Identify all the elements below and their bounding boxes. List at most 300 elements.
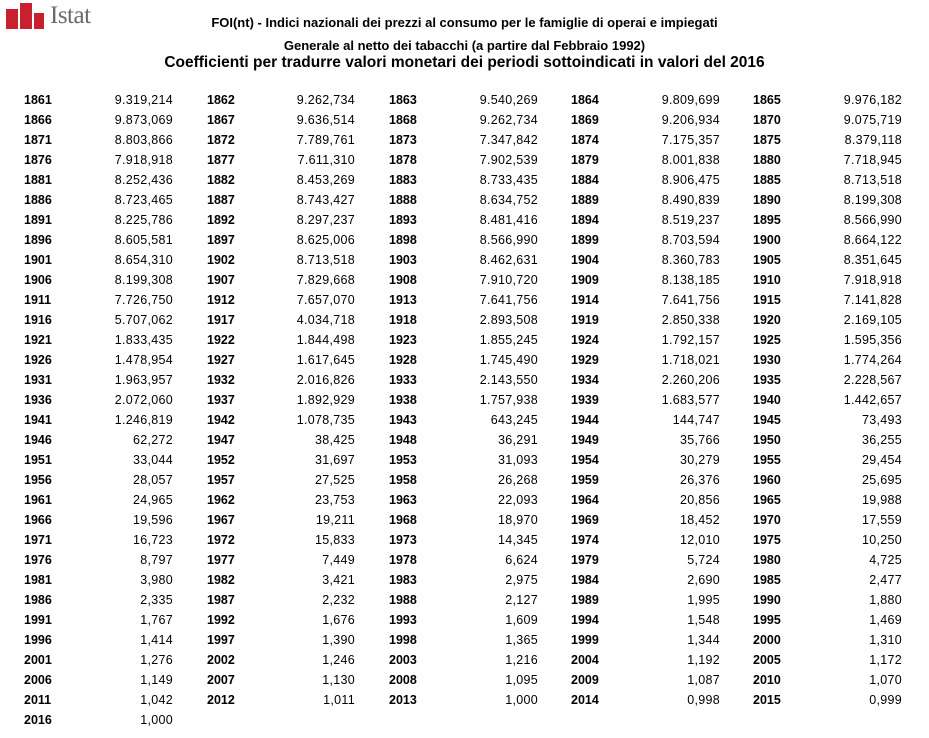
table-row [0,210,929,230]
coefficient-value: 8.566,990 [479,233,538,247]
coefficient-value: 7.347,842 [479,133,538,147]
year-label: 1983 [389,573,417,587]
year-label: 1915 [753,293,781,307]
year-label: 1966 [24,513,52,527]
coefficient-value: 8.453,269 [296,173,355,187]
coefficient-value: 7.718,945 [843,153,902,167]
coefficient-value: 8.906,475 [661,173,720,187]
coefficient-value: 2,335 [140,593,173,607]
year-label: 1898 [389,233,417,247]
year-label: 1901 [24,253,52,267]
coefficient-value: 0,998 [687,693,720,707]
coefficient-value: 9.262,734 [479,113,538,127]
coefficient-value: 1.683,577 [661,393,720,407]
coefficient-value: 15,833 [314,533,355,547]
year-label: 2015 [753,693,781,707]
year-label: 1960 [753,473,781,487]
year-label: 1957 [207,473,235,487]
year-label: 1977 [207,553,235,567]
year-label: 1866 [24,113,52,127]
year-label: 1903 [389,253,417,267]
year-label: 1955 [753,453,781,467]
coefficient-value: 1,246 [322,653,355,667]
year-label: 1998 [389,633,417,647]
coefficient-value: 8.519,237 [661,213,720,227]
year-label: 2002 [207,653,235,667]
year-label: 1972 [207,533,235,547]
year-label: 1992 [207,613,235,627]
year-label: 1877 [207,153,235,167]
coefficient-value: 1,676 [322,613,355,627]
coefficient-value: 8.713,518 [843,173,902,187]
table-row [0,250,929,270]
year-label: 1954 [571,453,599,467]
coefficient-value: 1,172 [869,653,902,667]
coefficient-value: 7.789,761 [296,133,355,147]
coefficient-value: 2,232 [322,593,355,607]
year-label: 2009 [571,673,599,687]
table-row [0,630,929,650]
coefficient-value: 1,995 [687,593,720,607]
year-label: 1930 [753,353,781,367]
year-label: 1947 [207,433,235,447]
year-label: 1935 [753,373,781,387]
coefficient-value: 17,559 [861,513,902,527]
year-label: 1878 [389,153,417,167]
year-label: 1908 [389,273,417,287]
coefficient-value: 9.809,699 [661,93,720,107]
coefficient-value: 31,093 [497,453,538,467]
coefficient-value: 8.625,006 [296,233,355,247]
table-row [0,150,929,170]
coefficient-value: 7.141,828 [843,293,902,307]
year-label: 1931 [24,373,52,387]
coefficient-value: 7,449 [322,553,355,567]
coefficient-value: 1.078,735 [296,413,355,427]
coefficient-value: 8.723,465 [114,193,173,207]
year-label: 1990 [753,593,781,607]
coefficient-value: 4.034,718 [296,313,355,327]
year-label: 1971 [24,533,52,547]
year-label: 1928 [389,353,417,367]
coefficients-table [0,90,929,730]
year-label: 1948 [389,433,417,447]
coefficient-value: 1.246,819 [114,413,173,427]
coefficient-value: 1.963,957 [114,373,173,387]
coefficient-value: 1.745,490 [479,353,538,367]
coefficient-value: 1,149 [140,673,173,687]
year-label: 1895 [753,213,781,227]
year-label: 1864 [571,93,599,107]
year-label: 1875 [753,133,781,147]
coefficient-value: 8.703,594 [661,233,720,247]
coefficient-value: 1.757,938 [479,393,538,407]
coefficient-value: 7.918,918 [114,153,173,167]
year-label: 1995 [753,613,781,627]
coefficient-value: 2,690 [687,573,720,587]
year-label: 1933 [389,373,417,387]
year-label: 1874 [571,133,599,147]
coefficient-value: 8.654,310 [114,253,173,267]
year-label: 1978 [389,553,417,567]
year-label: 1879 [571,153,599,167]
coefficient-value: 643,245 [490,413,538,427]
table-row [0,510,929,530]
coefficient-value: 7.641,756 [479,293,538,307]
coefficient-value: 7.657,070 [296,293,355,307]
year-label: 1976 [24,553,52,567]
year-label: 1920 [753,313,781,327]
year-label: 1906 [24,273,52,287]
year-label: 1912 [207,293,235,307]
year-label: 1909 [571,273,599,287]
coefficient-value: 2.260,206 [661,373,720,387]
year-label: 1893 [389,213,417,227]
year-label: 1889 [571,193,599,207]
year-label: 1924 [571,333,599,347]
coefficient-value: 1.892,929 [296,393,355,407]
coefficient-value: 1,000 [505,693,538,707]
year-label: 1861 [24,93,52,107]
year-label: 1881 [24,173,52,187]
coefficient-value: 38,425 [314,433,355,447]
table-row [0,330,929,350]
year-label: 1872 [207,133,235,147]
coefficient-value: 3,421 [322,573,355,587]
table-row [0,550,929,570]
year-label: 1902 [207,253,235,267]
year-label: 1890 [753,193,781,207]
year-label: 1873 [389,133,417,147]
year-label: 1934 [571,373,599,387]
table-row [0,190,929,210]
coefficient-value: 7.175,357 [661,133,720,147]
year-label: 2008 [389,673,417,687]
coefficient-value: 8.225,786 [114,213,173,227]
table-row [0,690,929,710]
year-label: 2004 [571,653,599,667]
year-label: 1993 [389,613,417,627]
year-label: 1968 [389,513,417,527]
year-label: 1982 [207,573,235,587]
coefficient-value: 31,697 [314,453,355,467]
year-label: 1927 [207,353,235,367]
coefficient-value: 33,044 [132,453,173,467]
coefficient-value: 25,695 [861,473,902,487]
coefficient-value: 1,310 [869,633,902,647]
coefficient-value: 7.910,720 [479,273,538,287]
year-label: 1964 [571,493,599,507]
coefficient-value: 8.297,237 [296,213,355,227]
year-label: 1883 [389,173,417,187]
year-label: 1965 [753,493,781,507]
coefficient-value: 2,477 [869,573,902,587]
year-label: 1876 [24,153,52,167]
year-label: 1951 [24,453,52,467]
table-row [0,370,929,390]
year-label: 1961 [24,493,52,507]
year-label: 1886 [24,193,52,207]
year-label: 1953 [389,453,417,467]
coefficient-value: 8.490,839 [661,193,720,207]
coefficient-value: 14,345 [497,533,538,547]
coefficient-value: 1,344 [687,633,720,647]
coefficient-value: 29,454 [861,453,902,467]
year-label: 1894 [571,213,599,227]
page-title: FOI(nt) - Indici nazionali dei prezzi al consumo per le famiglie di operai e impiegati [211,15,718,30]
coefficient-value: 1,095 [505,673,538,687]
year-label: 1923 [389,333,417,347]
coefficient-value: 2.228,567 [843,373,902,387]
coefficient-value: 18,452 [679,513,720,527]
year-label: 1959 [571,473,599,487]
year-label: 1936 [24,393,52,407]
coefficient-value: 9.262,734 [296,93,355,107]
coefficient-value: 144,747 [672,413,720,427]
year-label: 1865 [753,93,781,107]
year-label: 1974 [571,533,599,547]
year-label: 1969 [571,513,599,527]
coefficient-value: 22,093 [497,493,538,507]
coefficient-value: 8.634,752 [479,193,538,207]
coefficient-value: 8.664,122 [843,233,902,247]
table-row [0,390,929,410]
table-heading: Coefficienti per tradurre valori monetari dei periodi sottoindicati in valori del 2016 [164,54,765,71]
coefficient-value: 19,988 [861,493,902,507]
year-label: 1941 [24,413,52,427]
coefficient-value: 1,767 [140,613,173,627]
year-label: 1926 [24,353,52,367]
year-label: 1984 [571,573,599,587]
year-label: 1986 [24,593,52,607]
coefficient-value: 8.252,436 [114,173,173,187]
table-row [0,290,929,310]
coefficient-value: 2.072,060 [114,393,173,407]
coefficient-value: 6,624 [505,553,538,567]
coefficient-value: 8.462,631 [479,253,538,267]
year-label: 1911 [24,293,52,307]
year-label: 2001 [24,653,52,667]
coefficient-value: 7.918,918 [843,273,902,287]
istat-logo-text: Istat [50,2,91,29]
year-label: 1922 [207,333,235,347]
year-label: 1994 [571,613,599,627]
year-label: 1980 [753,553,781,567]
coefficient-value: 8,797 [140,553,173,567]
year-label: 1932 [207,373,235,387]
coefficient-value: 8.199,308 [843,193,902,207]
coefficient-value: 1,469 [869,613,902,627]
table-row [0,350,929,370]
coefficient-value: 0,999 [869,693,902,707]
year-label: 1887 [207,193,235,207]
coefficient-value: 2,127 [505,593,538,607]
coefficient-value: 62,272 [132,433,173,447]
year-label: 1921 [24,333,52,347]
coefficient-value: 19,211 [315,513,355,527]
coefficient-value: 2.143,550 [479,373,538,387]
year-label: 1863 [389,93,417,107]
coefficient-value: 4,725 [869,553,902,567]
table-row [0,270,929,290]
year-label: 2007 [207,673,235,687]
year-label: 1871 [24,133,52,147]
coefficient-value: 1.478,954 [114,353,173,367]
coefficient-value: 8.379,118 [844,133,902,147]
page-subtitle: Generale al netto dei tabacchi (a partire dal Febbraio 1992) [283,38,646,53]
table-row [0,490,929,510]
year-label: 1916 [24,313,52,327]
coefficient-value: 27,525 [314,473,355,487]
coefficient-value: 8.351,645 [843,253,902,267]
year-label: 1973 [389,533,417,547]
year-label: 1981 [24,573,52,587]
coefficient-value: 8.605,581 [114,233,173,247]
coefficient-value: 1,000 [140,713,173,727]
year-label: 1900 [753,233,781,247]
coefficient-value: 73,493 [861,413,902,427]
coefficient-value: 1,042 [140,693,173,707]
coefficient-value: 7.641,756 [661,293,720,307]
year-label: 1988 [389,593,417,607]
year-label: 2011 [24,693,52,707]
year-label: 1862 [207,93,235,107]
year-label: 1989 [571,593,599,607]
table-row [0,570,929,590]
coefficient-value: 19,596 [132,513,173,527]
year-label: 1937 [207,393,235,407]
coefficient-value: 8.713,518 [296,253,355,267]
year-label: 1985 [753,573,781,587]
year-label: 1996 [24,633,52,647]
coefficient-value: 10,250 [861,533,902,547]
coefficient-value: 1,548 [687,613,720,627]
year-label: 2013 [389,693,417,707]
coefficient-value: 5,724 [687,553,720,567]
year-label: 2000 [753,633,781,647]
coefficient-value: 7.829,668 [296,273,355,287]
year-label: 1999 [571,633,599,647]
year-label: 1987 [207,593,235,607]
year-label: 2014 [571,693,599,707]
coefficient-value: 2.169,105 [843,313,902,327]
year-label: 1891 [24,213,52,227]
table-row [0,230,929,250]
coefficient-value: 1.617,645 [296,353,355,367]
year-label: 1925 [753,333,781,347]
table-row [0,670,929,690]
coefficient-value: 1.855,245 [479,333,538,347]
coefficient-value: 20,856 [679,493,720,507]
year-label: 1952 [207,453,235,467]
coefficient-value: 1.442,657 [843,393,902,407]
coefficient-value: 1,365 [505,633,538,647]
year-label: 1942 [207,413,235,427]
year-label: 1963 [389,493,417,507]
year-label: 2016 [24,713,52,727]
year-label: 1917 [207,313,235,327]
year-label: 1907 [207,273,235,287]
coefficient-value: 2,975 [505,573,538,587]
year-label: 1918 [389,313,417,327]
coefficient-value: 35,766 [679,433,720,447]
year-label: 1896 [24,233,52,247]
table-row [0,430,929,450]
table-row [0,130,929,150]
coefficient-value: 8.001,838 [661,153,720,167]
coefficient-value: 8.803,866 [114,133,173,147]
coefficient-value: 3,980 [140,573,173,587]
year-label: 1945 [753,413,781,427]
year-label: 1884 [571,173,599,187]
year-label: 1975 [753,533,781,547]
coefficient-value: 7.902,539 [479,153,538,167]
year-label: 1943 [389,413,417,427]
coefficient-value: 8.138,185 [661,273,720,287]
coefficient-value: 28,057 [132,473,173,487]
year-label: 1919 [571,313,599,327]
coefficient-value: 9.075,719 [843,113,902,127]
coefficient-value: 7.611,310 [297,153,355,167]
year-label: 1967 [207,513,235,527]
year-label: 1897 [207,233,235,247]
coefficient-value: 1.792,157 [661,333,720,347]
year-label: 1997 [207,633,235,647]
year-label: 2010 [753,673,781,687]
coefficient-value: 1,011 [323,693,355,707]
coefficient-value: 2.893,508 [479,313,538,327]
coefficient-value: 1,276 [140,653,173,667]
table-row [0,590,929,610]
coefficient-value: 12,010 [679,533,720,547]
coefficient-value: 1.595,356 [843,333,902,347]
coefficient-value: 8.199,308 [114,273,173,287]
table-row [0,410,929,430]
table-row [0,530,929,550]
coefficient-value: 9.319,214 [114,93,173,107]
year-label: 1970 [753,513,781,527]
year-label: 1958 [389,473,417,487]
year-label: 1946 [24,433,52,447]
coefficient-value: 1,130 [322,673,355,687]
coefficient-value: 1,390 [322,633,355,647]
year-label: 1882 [207,173,235,187]
coefficient-value: 1.833,435 [114,333,173,347]
coefficient-value: 9.636,514 [296,113,355,127]
coefficient-value: 9.540,269 [479,93,538,107]
table-row [0,90,929,110]
table-row [0,610,929,630]
table-row [0,470,929,490]
coefficient-value: 1.844,498 [296,333,355,347]
coefficient-value: 1,880 [869,593,902,607]
year-label: 1950 [753,433,781,447]
year-label: 1880 [753,153,781,167]
year-label: 1892 [207,213,235,227]
year-label: 1944 [571,413,599,427]
year-label: 1991 [24,613,52,627]
year-label: 1885 [753,173,781,187]
year-label: 1869 [571,113,599,127]
year-label: 2005 [753,653,781,667]
coefficient-value: 9.873,069 [114,113,173,127]
year-label: 1962 [207,493,235,507]
coefficient-value: 8.733,435 [479,173,538,187]
year-label: 1913 [389,293,417,307]
coefficient-value: 1,087 [687,673,720,687]
coefficient-value: 5.707,062 [114,313,173,327]
coefficient-value: 16,723 [132,533,173,547]
